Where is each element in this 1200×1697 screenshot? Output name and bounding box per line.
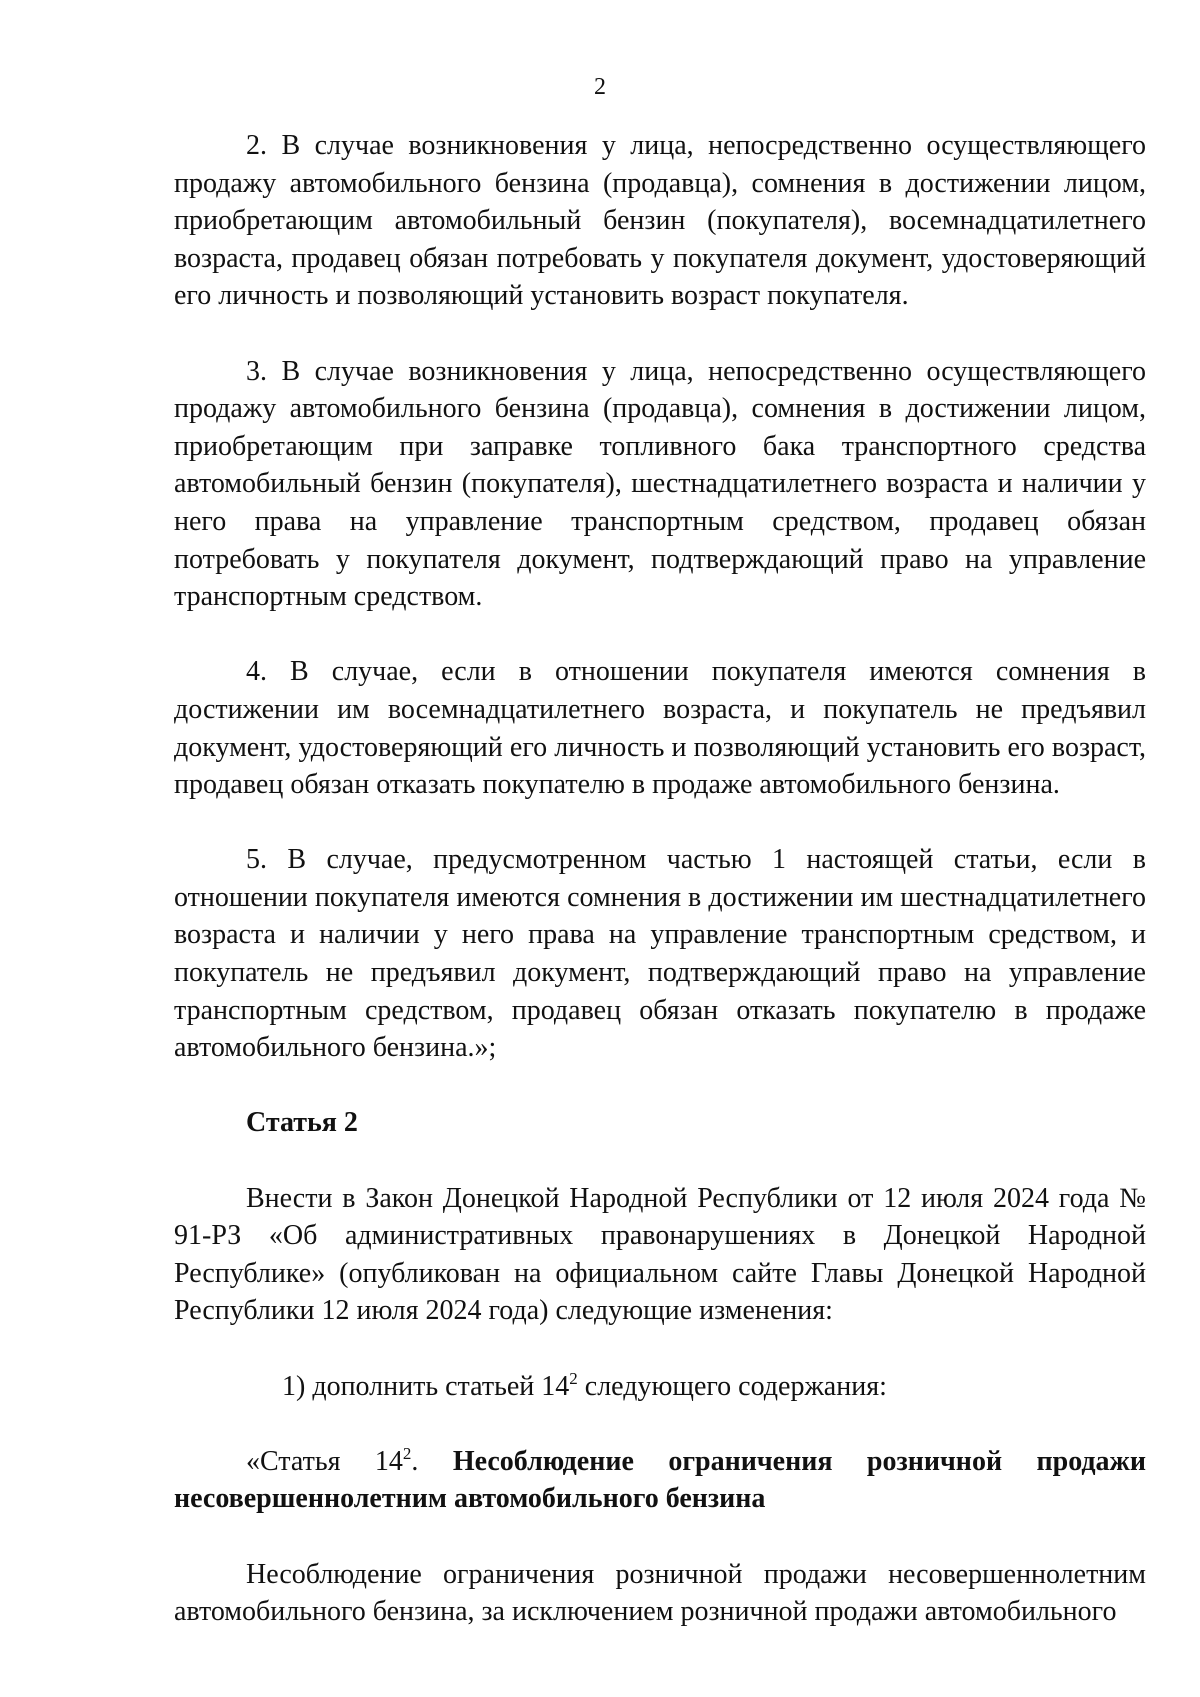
paragraph-3: 3. В случае возникновения у лица, непосредственно осуществляющего продажу автомобильного бензина (продавца), сомнения в достижении лицом, приобретающим при заправке топливного бака транспортного средства автомобильный бензин (покупателя), шестнадцатилетнего возраста и наличии у него права на управление транспортным средством, продавец обязан потребовать у покупателя документ, подтверждающий право на управление транспортным средством. [174, 355, 1146, 613]
article-14-2-dot: . [411, 1445, 453, 1477]
article-14-2-prefix: «Статья 14 [246, 1445, 403, 1477]
amendment-item-1 [174, 1368, 1146, 1406]
page-number: 2 [594, 74, 606, 100]
amendment-item-1-prefix: 1) дополнить статьей 14 [282, 1370, 570, 1402]
article-14-2-title: Несоблюдение ограничения розничной продажи несовершеннолетним автомобильного бензина [174, 1445, 1146, 1515]
paragraph-4: 4. В случае, если в отношении покупателя имеются сомнения в достижении им восемнадцатилетнего возраста, и покупатель не предъявил документ, удостоверяющий его личность и позволяющий установить его возраст, продавец обязан отказать покупателю в продаже автомобильного бензина. [174, 656, 1146, 801]
article-2-intro: Внести в Закон Донецкой Народной Республики от 12 июля 2024 года № 91-РЗ «Об административных правонарушениях в Донецкой Народной Республике» (опубликован на официальном сайте Главы Донецкой Народной Республики 12 июля 2024 года) следующие изменения: [174, 1182, 1146, 1327]
amendment-item-1-sup: 2 [569, 1368, 578, 1388]
paragraph-5: 5. В случае, предусмотренном частью 1 настоящей статьи, если в отношении покупателя имеются сомнения в достижении им шестнадцатилетнего возраста и наличии у него права на управление транспортным средством, и покупатель не предъявил документ, подтверждающий право на управление транспортным средством, продавец обязан отказать покупателю в продаже автомобильного бензина.»; [174, 844, 1146, 1064]
article-14-2-sup: 2 [402, 1443, 412, 1463]
paragraph-2: 2. В случае возникновения у лица, непосредственно осуществляющего продажу автомобильного бензина (продавца), сомнения в достижении лицом, приобретающим автомобильный бензин (покупателя), восемнадцатилетнего возраста, продавец обязан потребовать у покупателя документ, удостоверяющий его личность и позволяющий установить возраст покупателя. [174, 130, 1146, 312]
document-body [174, 127, 1146, 1631]
article-2-heading: Статья 2 [246, 1107, 358, 1139]
article-14-2-heading [174, 1443, 1146, 1518]
amendment-item-1-suffix: следующего содержания: [577, 1370, 887, 1402]
last-paragraph: Несоблюдение ограничения розничной продажи несовершеннолетним автомобильного бензина, за исключением розничной продажи автомобильного [174, 1558, 1146, 1628]
